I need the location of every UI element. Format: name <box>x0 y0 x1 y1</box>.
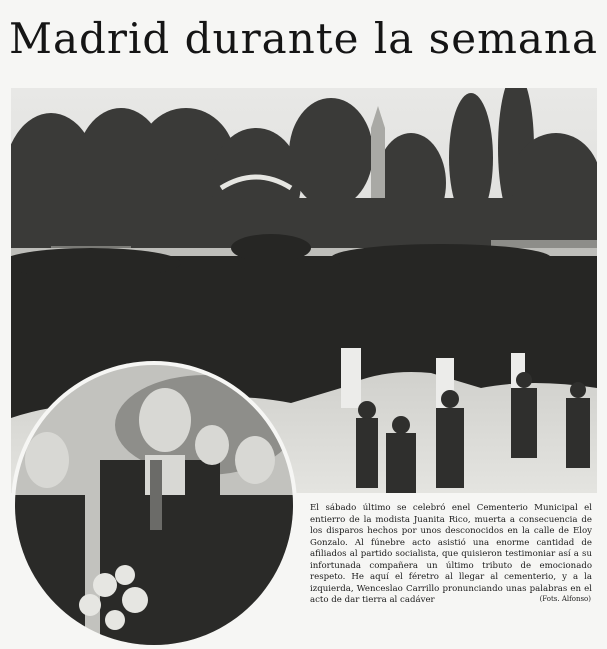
photo-credit: (Fots. Alfonso) <box>539 595 591 603</box>
speaker-inset-photo <box>15 365 293 645</box>
photo-caption: El sábado último se celebró enel Cementerio Municipal el entierro de la modista Juanita Rico, muerta a consecuencia de los disparos hechos por unos desconocidos en la calle de Eloy Gonzalo. Al fúnebre acto asistió una enorme cantidad de afiliados al partido socialista, que quisieron testimoniar así a su infortunada compañera un último tributo de emocionado respeto. He aquí el féretro al llegar al cementerio, y a la izquierda, Wenceslao Carrillo pronunciando unas palabras en el acto de dar tierra al cadáver <box>310 503 592 606</box>
page-headline: Madrid durante la semana <box>8 14 599 63</box>
